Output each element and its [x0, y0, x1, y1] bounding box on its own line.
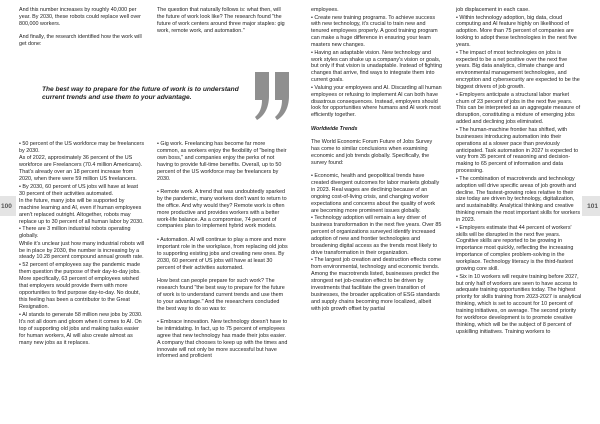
paragraph: More specifically, 63 percent of employees wished that employers would provide them with more opportunities to find purpose day-to-day. No doubt, this feeling has been a contributor to the Great Resignation. [19, 276, 140, 310]
bullet-item: • Gig work. Freelancing has become far more common, as workers enjoy the flexibility of "being their own boss," and companies enjoy the perks of not having to provide full-time benefits. Overall, up to 50 percent of the US workforce may be freelancers by 2030. [157, 141, 287, 182]
bullet-item: • The combination of macrotrends and technology adoption will drive specific areas of job growth and decline. The fastest-growing roles relative to their size today are driven by technology, digitalization, and sustainability. Analytical thinking and creative thinking remain the most important skills for workers in 2023. [456, 175, 581, 224]
bullet-item: • 52 percent of employees say the pandemic made them question the purpose of their day-to-day jobs. [19, 261, 141, 275]
paragraph: And finally, the research identified how the work will get done: [19, 34, 142, 48]
column-1-bottom [19, 141, 145, 347]
paragraph: The question that naturally follows is: what then, will the future of work look like? The research found "the future of work centers around three major staples: gig work, remote work, and automation." [157, 7, 285, 34]
bullet-item: • The largest job creation and destruction effects come from environmental, technology and economic trends. Among the macrotrends listed, businesses predict the strongest net job-creation effect to be driven by investments that facilitate the green transition of businesses, the broader application of ESG standards and supply chains becoming more localized, albeit with job growth offset by partial [311, 257, 441, 312]
bullet-item: • Within technology adoption, big data, cloud computing and AI feature highly on likelihood of adoption. More than 75 percent of companies are looking to adopt these technologies in the next five years. [456, 14, 577, 49]
column-2-bottom [157, 141, 288, 367]
bullet-item: • Employers estimate that 44 percent of workers' skills will be disrupted in the next five years. Cognitive skills are reported to be growing in importance most quickly, reflecting the increasing importance of complex problem-solving in the workplace. Technology literacy is the third-fastest growing core skill. [456, 224, 574, 273]
page-number-left: 100 [0, 196, 16, 216]
bullet-item: • 50 percent of the US workforce may be freelancers by 2030. [19, 141, 145, 154]
pull-quote: The best way to prepare for the future of work is to understand current trends and use them to your advantage. [42, 86, 239, 102]
paragraph: The World Economic Forum Future of Jobs Survey has come to similar conclusions when examining economic and job trends globally. Specifically, the survey found: [311, 139, 433, 166]
bullet-item: • Create new training programs. To achieve success with new technology, it's crucial to train new and tenured employees properly. A good training program can make a huge difference in ensuring your team masters new changes. [311, 14, 438, 49]
bullet-item: • Valuing your employees and AI. Discarding all human employees or refusing to implement AI can both have disastrous consequences. Instead, employers should look for opportunities where humans and AI work most efficiently together. [311, 84, 442, 119]
bullet-item: • Six in 10 workers will require training before 2027, but only half of workers are seen to have access to adequate training opportunities today. The highest priority for skills training from 2023-2027 is analytical thinking, which is set to account for 10 percent of training initiatives, on average. The second priority for workforce development is to promote creative thinking, which will be the subject of 8 percent of upskilling initiatives. Training workers to [456, 273, 582, 335]
page-number-right: 101 [582, 196, 600, 216]
paragraph: In the future, many jobs will be supported by machine learning and AI, even if human employees aren't replaced outright. Altogether, robots may replace up to 30 percent of all human labor by 2030. [19, 198, 144, 225]
paragraph: How best can people prepare for such work? The research found "the best way to prepare for the future of work is to understand current trends and use them to your advantage." And the researchers concluded the best way to do so was to: [157, 277, 285, 312]
paragraph: As of 2022, approximately 36 percent of the US workforce are Freelancers (70.4 million Americans). That's already over an 18 percent increase from 2020, when there were 59 million US freelancers. [19, 155, 143, 183]
bullet-item: • Employers anticipate a structural labor market churn of 23 percent of jobs in the next five years. This can be interpreted as an aggregate measure of disruption, constituting a mixture of emerging jobs added and declining jobs eliminated. [456, 91, 581, 126]
paragraph: And this number increases by roughly 40,000 per year. By 2030, these robots could replace well over 800,000 workers. [19, 7, 141, 27]
bullet-item: • There are 3 million industrial robots operating globally. [19, 226, 131, 240]
column-1-top [19, 7, 145, 55]
paragraph: It's not all doom and gloom when it comes to AI. On top of supporting old jobs and making tasks easier for human workers, AI will also create almost as many new jobs as it replaces. [19, 319, 142, 346]
bullet-item: • Economic, health and geopolitical trends have created divergent outcomes for labor markets globally in 2023. Real wages are declining because of an ongoing cost-of-living crisis, and changing worker expectations and concerns about the quality of work are becoming more prominent issues globally. [311, 173, 440, 214]
column-3 [311, 7, 442, 313]
bullet-item: • Embrace innovation. New technology doesn't have to be intimidating. In fact, up to 75 percent of employees agree that new technology has made their jobs easier. A company that chooses to keep up with the times and innovate will not only be more successful but have informed and proficient [157, 318, 288, 360]
quote-mark-icon [252, 70, 292, 122]
bullet-item: • The human-machine frontier has shifted, with businesses introducing automation into their operations at a slower pace than previously anticipated. Task automation in 2027 is expected to vary from 35 percent of reasoning and decision-making to 65 percent of information and data processing. [456, 126, 579, 175]
bullet-item: • Automation. AI will continue to play a more and more important role in the workplace, from replacing old jobs to supporting existing jobs and creating new ones. By 2030, 60 percent of US jobs will have at least 30 percent of their activities automated. [157, 236, 288, 271]
bullet-item: • By 2030, 60 percent of US jobs will have at least 30 percent of their activities automated. [19, 183, 139, 197]
bullet-item: • The impact of most technologies on jobs is expected to be a net positive over the next five years. Big data analytics, climate change and environmental management technologies, and encryption and cybersecurity are expected to be the biggest drivers of job growth. [456, 49, 580, 91]
paragraph: While it's unclear just how many industrial robots will be in place by 2030, the number is increasing by a steady 10.28 percent compound annual growth rate. [19, 240, 145, 261]
column-4 [456, 7, 582, 336]
section-heading: Worldwide Trends [311, 125, 358, 132]
bullet-item: • Remote work. A trend that was undoubtedly sparked by the pandemic, many workers don't want to return to the office. And why would they? Remote work is often more productive and provides workers with a better work-life balance. As a compromise, 74 percent of companies plan to implement hybrid work models. [157, 188, 287, 230]
bullet-item: • Having an adaptable vision. New technology and work styles can shake up a company's vision or goals, but only if that vision is unadaptable. Instead of fighting changes that arrive, find ways to integrate them into current goals. [311, 49, 442, 84]
paragraph: job displacement in each case. [456, 7, 530, 13]
bullet-item: • Technology adoption will remain a key driver of business transformation in the next five years. Over 85 percent of organizations surveyed identify increased adoption of new and frontier technologies and broadening digital access as the trends most likely to drive transformation in their organization. [311, 215, 442, 256]
bullet-item: • AI stands to generate 58 million new jobs by 2030. [19, 311, 143, 318]
paragraph: employees. [311, 7, 339, 13]
column-2-top [157, 7, 288, 41]
